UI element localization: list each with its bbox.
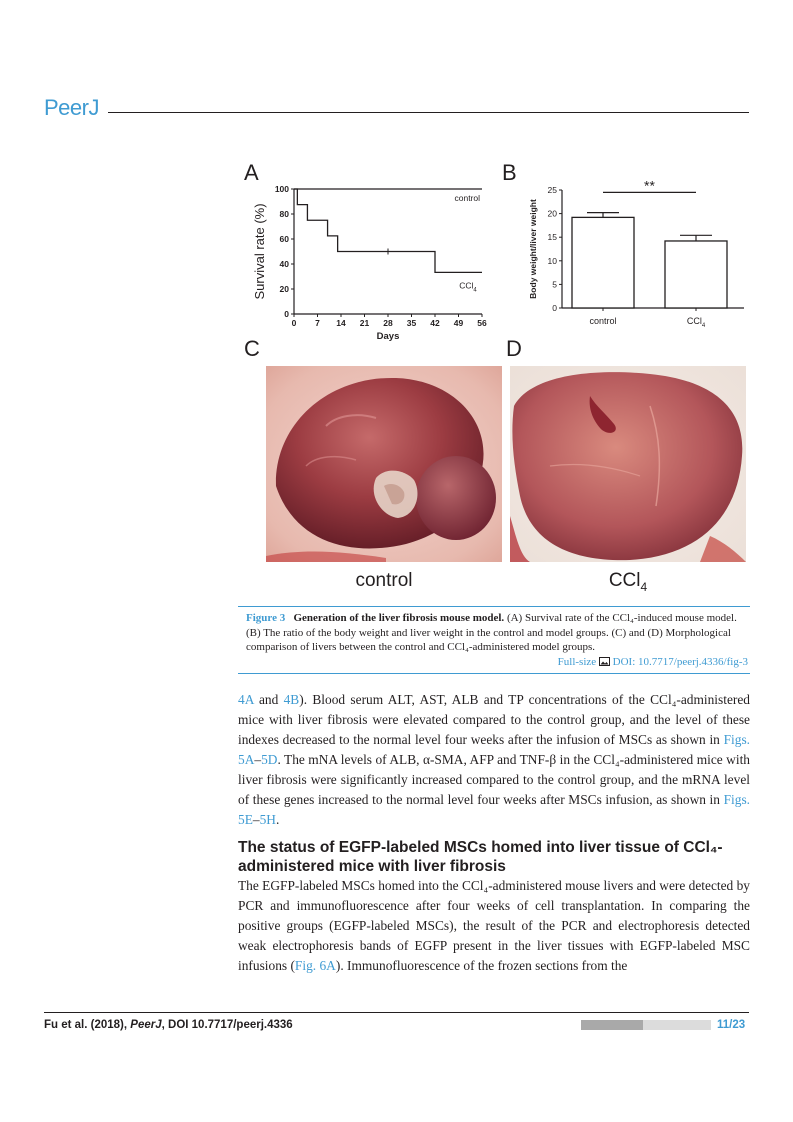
page-progress-fill — [581, 1020, 643, 1030]
y-tick-label: 60 — [279, 234, 289, 244]
liver-photo-control — [266, 366, 502, 562]
figure-3 — [230, 160, 750, 600]
x-tick-label: 56 — [477, 318, 487, 328]
para1-text: ). Blood serum ALT, AST, ALB and TP concentrations of the CCl₄-administered mice with liver fibrosis were elevated compared to the control group, and the level of these indexes decreased to the normal level four weeks after the infusion of MSCs as shown in — [238, 692, 751, 747]
figure-label: Figure 3 — [246, 612, 286, 624]
figure-doi-link[interactable]: DOI: 10.7717/peerj.4336/fig-3 — [612, 655, 748, 668]
y-tick-label: 25 — [547, 185, 557, 195]
photo-label-control — [266, 570, 502, 594]
photo-label-ccl4 — [510, 570, 746, 594]
liver-photo-ccl4 — [510, 366, 746, 562]
bar-ccl4 — [665, 241, 727, 308]
para1-link[interactable]: 4B — [283, 692, 300, 707]
caption-footer — [246, 655, 748, 670]
header-rule — [108, 112, 749, 113]
para1-link[interactable]: 5D — [261, 752, 278, 767]
x-tick-label: CCl$_4$ — [686, 316, 706, 329]
y-axis-label: Body weight/liver weight — [528, 199, 538, 299]
significance-label: ** — [644, 177, 655, 194]
citation-prefix: Fu et al. (2018), — [44, 1019, 131, 1031]
x-tick-label: 7 — [315, 318, 320, 328]
panel-label-c: C — [244, 336, 260, 361]
para1-link[interactable]: 4A — [238, 692, 254, 707]
y-tick-label: 100 — [274, 184, 289, 194]
para1-text: . The mNA levels of ALB, α-SMA, AFP and TNF-β in the CCl₄-administered mice with liver fibrosis were significantly increased compared to the control group, and the mRNA level of these genes increased to the normal level four weeks after MSCs infusion, as shown in — [238, 752, 750, 807]
page-number: 11/23 — [717, 1019, 746, 1031]
citation-doi: , DOI 10.7717/peerj.4336 — [161, 1019, 293, 1031]
y-axis-label: Survival rate (%) — [252, 203, 267, 300]
panel-label-b: B — [502, 160, 517, 185]
y-tick-label: 15 — [547, 232, 557, 243]
y-tick-label: 0 — [552, 303, 557, 313]
x-tick-label: 21 — [359, 318, 370, 328]
figure-caption-text: (A) Survival rate of the CCl₄-induced mouse model. (B) The ratio of the body weight and liver weight in the control and model groups. (C) and (D) Morphological comparison of livers between the control and CCl₄-administered model groups. — [246, 612, 737, 653]
paragraph-egfp — [238, 876, 750, 976]
series-label-control: control — [454, 193, 480, 203]
para1-link[interactable]: Figs. 5E — [238, 792, 750, 827]
citation-journal: PeerJ — [130, 1019, 162, 1031]
panel-label-a: A — [244, 160, 259, 185]
x-tick-label: 49 — [453, 318, 464, 328]
page-progress-bar — [581, 1020, 711, 1030]
para1-link[interactable]: Figs. 5A — [238, 732, 750, 767]
survival-chart — [250, 178, 490, 348]
y-tick-label: 0 — [284, 309, 289, 319]
footer-citation — [44, 1019, 293, 1031]
x-tick-label: 0 — [291, 318, 297, 328]
x-tick-label: 28 — [383, 318, 393, 328]
para1-text: – — [252, 812, 260, 827]
body-liver-ratio-chart — [526, 174, 750, 344]
photo-label-sub: 4 — [640, 579, 648, 594]
photo-label-main: CCl — [608, 570, 641, 591]
y-tick-label: 20 — [279, 284, 289, 294]
x-tick-label: 14 — [336, 318, 346, 328]
para2-text: ). Immunofluorescence of the frozen sections from the — [335, 958, 628, 973]
y-tick-label: 80 — [279, 209, 289, 219]
footer-rule — [44, 1012, 749, 1013]
y-tick-label: 20 — [547, 208, 557, 219]
figure-title: Generation of the liver fibrosis mouse model. — [293, 612, 505, 624]
series-label-ccl4: CCl$_4$ — [459, 280, 477, 294]
para1-link[interactable]: 5H — [259, 812, 276, 827]
section-heading: The status of EGFP-labeled MSCs homed into liver tissue of CCl₄-administered mice with liver fibrosis — [238, 839, 723, 875]
para1-text: . — [275, 812, 280, 827]
panel-label-d: D — [506, 336, 522, 361]
bar-control — [572, 217, 634, 308]
x-tick-label: 42 — [430, 318, 440, 328]
para1-text: and — [253, 692, 284, 707]
para2-text: The EGFP-labeled MSCs homed into the CCl₄-administered mouse livers and were detected by PCR and immunofluorescence after four weeks of cell transplantation. In comparing the positive groups (EGFP-labeled MSCs), the result of the PCR and electrophoresis detected weak electrophoresis bands of EGFP present in the liver tissues with EGFP-labeled MSC infusions ( — [238, 878, 750, 973]
para1-text: – — [254, 752, 262, 767]
photo-label-main: control — [355, 570, 413, 591]
y-tick-label: 10 — [547, 255, 557, 266]
y-tick-label: 5 — [552, 279, 557, 290]
image-icon — [599, 657, 610, 666]
x-axis-label: Days — [376, 331, 400, 342]
fullsize-link[interactable]: Full-size — [557, 655, 597, 668]
journal-logo: PeerJ — [44, 95, 99, 120]
x-tick-label: control — [589, 316, 617, 326]
paragraph-results — [238, 690, 750, 830]
y-tick-label: 40 — [279, 259, 289, 269]
x-tick-label: 35 — [406, 318, 417, 328]
para2-link[interactable]: Fig. 6A — [294, 958, 336, 973]
figure-caption — [238, 606, 750, 674]
